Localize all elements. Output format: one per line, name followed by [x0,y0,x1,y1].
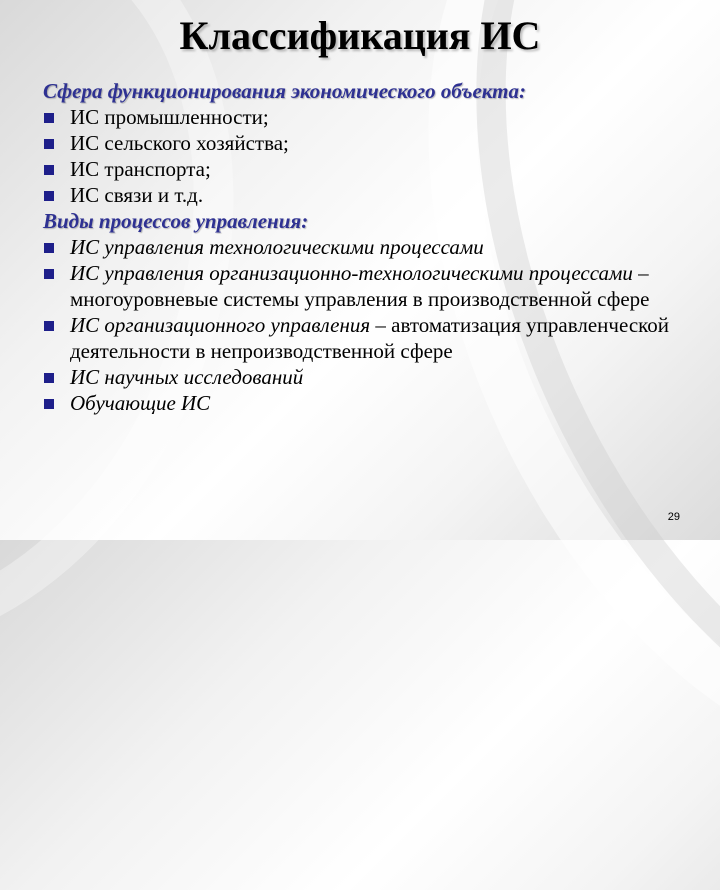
list-item [43,130,693,156]
list-item-italic-text: ИС управления организационно-технологическими процессами [70,261,633,285]
list-item-text: ИС связи и т.д. [70,183,204,207]
square-bullet-icon [44,373,54,383]
square-bullet-icon [44,269,54,279]
list-item-italic-text: Обучающие ИС [70,391,211,415]
list-item [43,104,693,130]
list-item [43,260,693,312]
list-item [43,234,693,260]
list-item [43,364,693,390]
page-number: 29 [667,511,680,523]
section-heading-sphere: Сфера функционирования экономического объекта: [43,79,526,103]
list-item-text: ИС промышленности; [70,105,269,129]
slide-content [43,78,693,416]
list-item-text: ИС транспорта; [70,157,211,181]
square-bullet-icon [44,139,54,149]
square-bullet-icon [44,321,54,331]
list-item-italic-text: ИС управления технологическими процессами [70,235,484,259]
section-heading-processes: Виды процессов управления: [43,209,309,233]
square-bullet-icon [44,399,54,409]
list-item [43,156,693,182]
list-item [43,312,693,364]
list-item-text: – многоуровневые системы управления в производственной сфере [70,261,650,311]
list-item-italic-text: ИС организационного управления [70,313,371,337]
square-bullet-icon [44,113,54,123]
list-item-text: ИС сельского хозяйства; [70,131,289,155]
square-bullet-icon [44,165,54,175]
square-bullet-icon [44,191,54,201]
list-item [43,390,693,416]
list-item-italic-text: ИС научных исследований [70,365,304,389]
square-bullet-icon [44,243,54,253]
slide-title: Классификация ИС [179,13,541,58]
list-item [43,182,693,208]
list-item-text: – автоматизация управленческой деятельности в непроизводственной сфере [70,313,670,363]
